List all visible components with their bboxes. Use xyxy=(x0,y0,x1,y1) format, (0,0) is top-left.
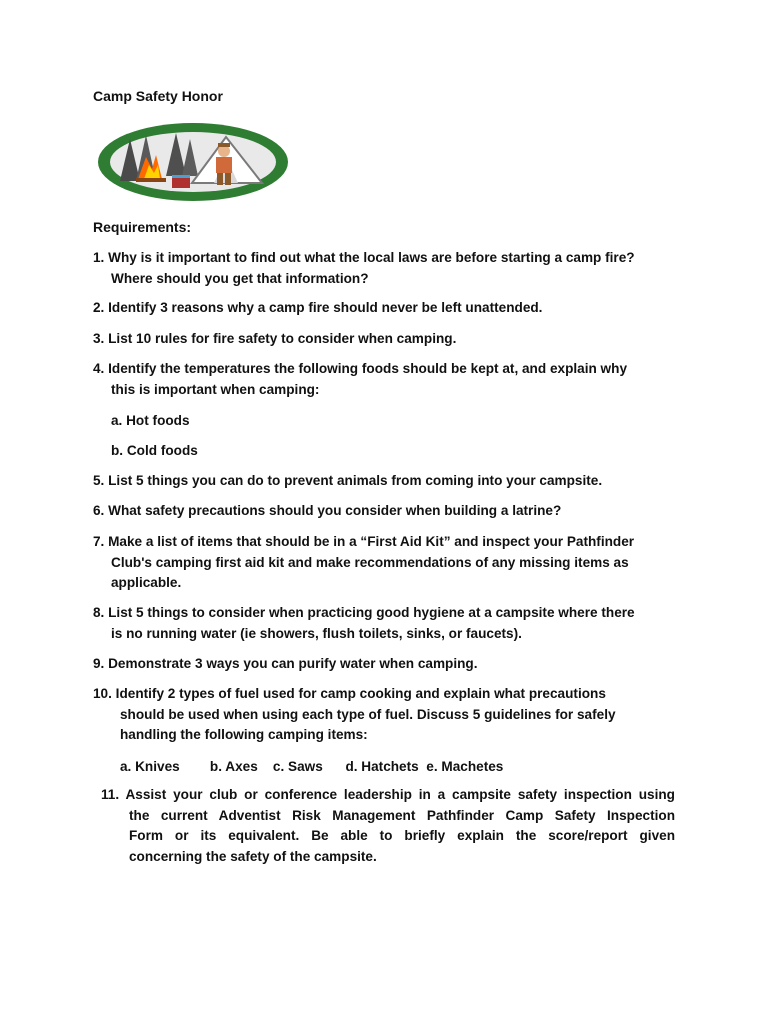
requirement-8-line2: is no running water (ie showers, flush toilets, sinks, or faucets). xyxy=(111,625,522,641)
requirement-10-line1: 10. Identify 2 types of fuel used for camp cooking and explain what precautions xyxy=(93,686,606,701)
requirement-10 xyxy=(93,684,683,746)
requirement-11-line2: the current Adventist Risk Management Pathfinder Camp Safety Inspection xyxy=(129,807,675,823)
requirements-heading: Requirements: xyxy=(93,219,192,235)
requirement-4a: a. Hot foods xyxy=(111,413,190,428)
requirement-1-line2: Where should you get that information? xyxy=(111,270,369,286)
requirement-1 xyxy=(93,248,683,289)
requirement-10-line2: should be used when using each type of fuel. Discuss 5 guidelines for safely xyxy=(120,706,616,722)
document-title: Camp Safety Honor xyxy=(93,88,223,104)
requirement-5: 5. List 5 things you can do to prevent animals from coming into your campsite. xyxy=(93,473,603,488)
requirement-2: 2. Identify 3 reasons why a camp fire should never be left unattended. xyxy=(93,300,543,315)
requirement-10-items xyxy=(120,757,503,778)
requirement-10-line3: handling the following camping items: xyxy=(120,727,368,742)
requirement-10-item-e: e. Machetes xyxy=(426,759,504,774)
requirement-4-line2: this is important when camping: xyxy=(111,381,320,397)
requirement-11-line4: concerning the safety of the campsite. xyxy=(129,848,377,864)
requirement-11-line1: 11. Assist your club or conference leadership in a campsite safety inspection using xyxy=(101,787,675,802)
requirement-7 xyxy=(93,532,683,594)
requirement-7-line1: 7. Make a list of items that should be in a “First Aid Kit” and inspect your Pathfinder xyxy=(93,534,635,549)
requirement-10-item-c: c. Saws xyxy=(272,759,323,774)
requirement-3: 3. List 10 rules for fire safety to consider when camping. xyxy=(93,331,457,346)
requirement-9: 9. Demonstrate 3 ways you can purify water when camping. xyxy=(93,656,478,671)
requirement-11-line3: Form or its equivalent. Be able to briefly explain the score/report given xyxy=(129,828,675,843)
requirement-4-line1: 4. Identify the temperatures the following foods should be kept at, and explain why xyxy=(93,361,627,376)
requirement-7-line2: Club's camping first aid kit and make recommendations of any missing items as xyxy=(111,554,629,570)
requirement-10-item-d: d. Hatchets xyxy=(345,759,419,774)
requirement-10-item-b: b. Axes xyxy=(209,759,258,774)
requirement-1-line1: 1. Why is it important to find out what the local laws are before starting a camp fire? xyxy=(93,250,635,265)
camp-safety-patch-icon xyxy=(96,121,290,203)
requirement-4b: b. Cold foods xyxy=(111,443,198,458)
requirement-7-line3: applicable. xyxy=(111,575,182,590)
requirement-4 xyxy=(93,359,683,400)
requirement-11 xyxy=(101,785,675,867)
requirement-8-line1: 8. List 5 things to consider when practicing good hygiene at a campsite where there xyxy=(93,605,635,620)
requirement-10-item-a: a. Knives xyxy=(120,759,180,774)
requirement-6: 6. What safety precautions should you consider when building a latrine? xyxy=(93,503,562,518)
requirement-8 xyxy=(93,603,683,644)
